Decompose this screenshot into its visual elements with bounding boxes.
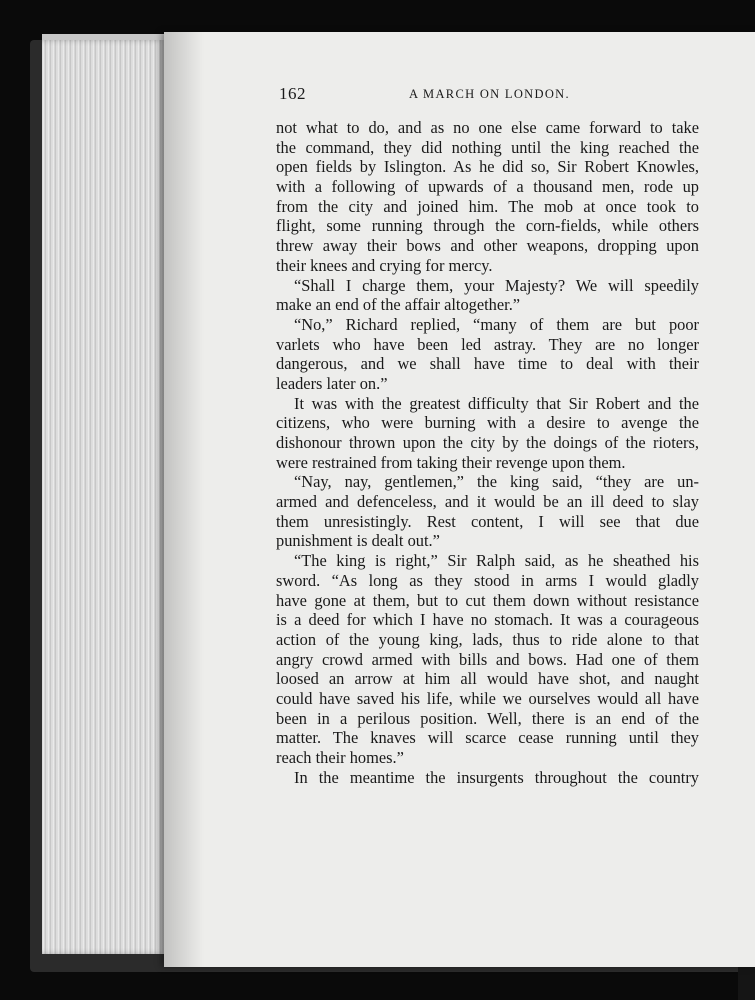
text-line: their knees and crying for mercy. xyxy=(276,255,493,275)
text-line: action of the young king, lads, thus to ride alone to that xyxy=(276,629,699,649)
page-header xyxy=(279,84,699,106)
text-line: were restrained from taking their revenge upon them. xyxy=(276,452,626,472)
text-line: “No,” Richard replied, “many of them are but poor xyxy=(294,314,699,334)
text-line: make an end of the affair altogether.” xyxy=(276,295,521,315)
text-line: been in a perilous position. Well, there is an end of the xyxy=(276,708,699,728)
text-line: loosed an arrow at him all would have shot, and naught xyxy=(276,669,699,689)
text-line: It was with the greatest difficulty that Sir Robert and the xyxy=(294,393,699,413)
book-page-edges xyxy=(42,40,164,954)
text-line: is a deed for which I have no stomach. It was a courageous xyxy=(276,610,699,630)
text-line: open fields by Islington. As he did so, Sir Robert Knowles, xyxy=(276,157,699,177)
page-gutter-shadow xyxy=(164,32,204,967)
text-line: In the meantime the insurgents throughout the country xyxy=(294,767,699,787)
text-line: could have saved his life, while we ourselves would all have xyxy=(276,688,699,708)
text-line: from the city and joined him. The mob at once took to xyxy=(276,196,699,216)
text-line: the command, they did nothing until the king reached the xyxy=(276,137,699,157)
page-number: 162 xyxy=(279,84,306,103)
text-line: “Shall I charge them, your Majesty? We will speedily xyxy=(294,275,699,295)
text-line: reach their homes.” xyxy=(276,748,404,767)
text-line: not what to do, and as no one else came forward to take xyxy=(276,118,699,137)
text-line: sword. “As long as they stood in arms I would gladly xyxy=(276,570,699,590)
text-line: flight, some running through the corn-fields, while others xyxy=(276,216,699,236)
text-line: have gone at them, but to cut them down without resistance xyxy=(276,590,699,610)
text-line: punishment is dealt out.” xyxy=(276,531,440,551)
text-line: “The king is right,” Sir Ralph said, as he sheathed his xyxy=(294,551,699,571)
running-head: A MARCH ON LONDON. xyxy=(409,87,570,101)
text-line: matter. The knaves will scarce cease running until they xyxy=(276,728,699,748)
text-line: dishonour thrown upon the city by the doings of the rioters, xyxy=(276,433,699,452)
text-line: dangerous, and we shall have time to deal with their xyxy=(276,354,699,374)
text-line: angry crowd armed with bills and bows. Had one of them xyxy=(276,649,699,669)
text-line: citizens, who were burning with a desire to avenge the xyxy=(276,413,699,433)
text-line: leaders later on.” xyxy=(276,373,388,393)
text-line: “Nay, nay, gentlemen,” the king said, “they are un- xyxy=(294,472,699,492)
text-line: with a following of upwards of a thousand men, rode up xyxy=(276,177,699,197)
text-line: threw away their bows and other weapons, dropping upon xyxy=(276,236,699,256)
text-line: varlets who have been led astray. They are no longer xyxy=(276,334,699,354)
text-line: armed and defenceless, and it would be an ill deed to slay xyxy=(276,492,699,512)
body-text xyxy=(276,118,699,787)
text-line: them unresistingly. Rest content, I will see that due xyxy=(276,511,699,531)
